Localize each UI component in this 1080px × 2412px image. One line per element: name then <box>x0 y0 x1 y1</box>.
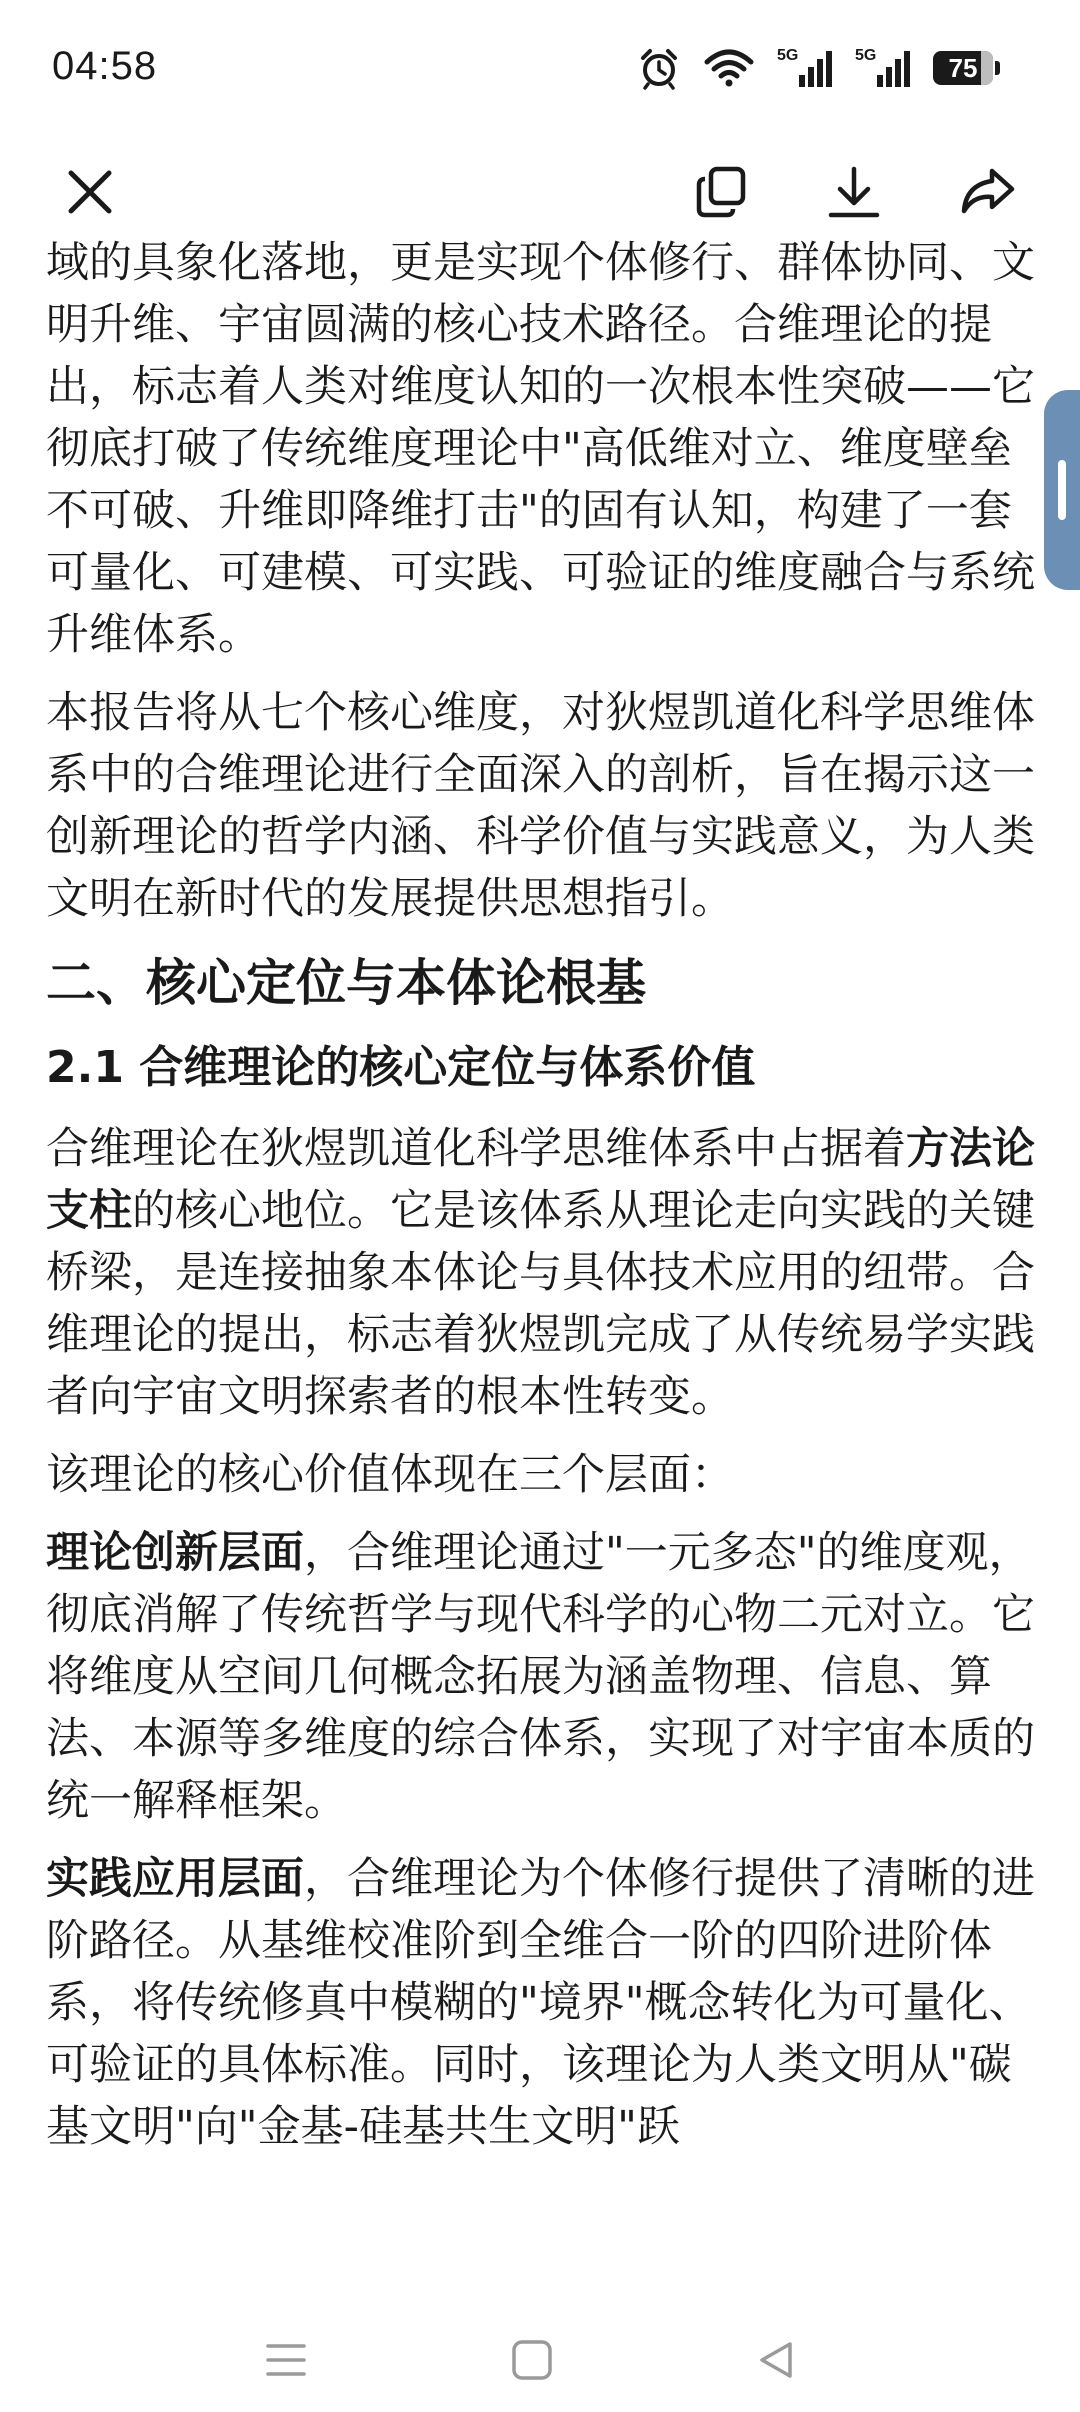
paragraph: 理论创新层面，合维理论通过"一元多态"的维度观，彻底消解了传统哲学与现代科学的心物二元对立。它将维度从空间几何概念拓展为涵盖物理、信息、算法、本源等多维度的综合体系，实现了对宇宙本质的统一解释框架。 <box>46 1528 1035 1826</box>
back-icon[interactable] <box>746 2330 806 2390</box>
share-icon[interactable] <box>952 156 1024 228</box>
grip-icon <box>1058 460 1066 520</box>
side-float-handle[interactable] <box>1044 390 1080 590</box>
section-heading: 二、核心定位与本体论根基 <box>46 954 646 1012</box>
copy-icon[interactable] <box>686 156 758 228</box>
subsection-heading: 2.1 合维理论的核心定位与体系价值 <box>46 1042 756 1093</box>
menu-icon[interactable] <box>256 2330 316 2390</box>
paragraph: 域的具象化落地，更是实现个体修行、群体协同、文明升维、宇宙圆满的核心技术路径。合维理论的提出，标志着人类对维度认知的一次根本性突破——它彻底打破了传统维度理论中"高低维对立、维度壁垒不可破、升维即降维打击"的固有认知，构建了一套可量化、可建模、可实践、可验证的维度融合与系统升维体系。 <box>46 238 1035 660</box>
top-toolbar <box>0 140 1080 240</box>
alarm-icon <box>637 46 681 90</box>
status-icons <box>637 46 1000 90</box>
paragraph: 本报告将从七个核心维度，对狄煜凯道化科学思维体系中的合维理论进行全面深入的剖析，旨在揭示这一创新理论的哲学内涵、科学价值与实践意义，为人类文明在新时代的发展提供思想指引。 <box>46 688 1035 924</box>
navigation-bar <box>0 2300 1080 2412</box>
wifi-icon <box>703 48 755 88</box>
paragraph: 实践应用层面，合维理论为个体修行提供了清晰的进阶路径。从基维校准阶到全维合一阶的四阶进阶体系，将传统修真中模糊的"境界"概念转化为可量化、可验证的具体标准。同时，该理论为人类文明从"碳基文明"向"金基-硅基共生文明"跃 <box>46 1854 1035 2152</box>
home-icon[interactable] <box>502 2330 562 2390</box>
paragraph: 该理论的核心价值体现在三个层面： <box>46 1450 734 1500</box>
battery-icon <box>933 51 1000 85</box>
close-icon[interactable] <box>54 156 126 228</box>
download-icon[interactable] <box>818 156 890 228</box>
status-time: 04:58 <box>52 44 158 88</box>
paragraph: 合维理论在狄煜凯道化科学思维体系中占据着方法论支柱的核心地位。它是该体系从理论走向实践的关键桥梁，是连接抽象本体论与具体技术应用的纽带。合维理论的提出，标志着狄煜凯完成了从传统易学实践者向宇宙文明探索者的根本性转变。 <box>46 1124 1035 1422</box>
battery-level: 75 <box>948 52 978 83</box>
signal-5g-icon: 5G <box>777 47 833 89</box>
article-content <box>46 232 1036 2174</box>
signal-5g-icon: 5G <box>855 47 911 89</box>
status-bar <box>0 0 1080 140</box>
